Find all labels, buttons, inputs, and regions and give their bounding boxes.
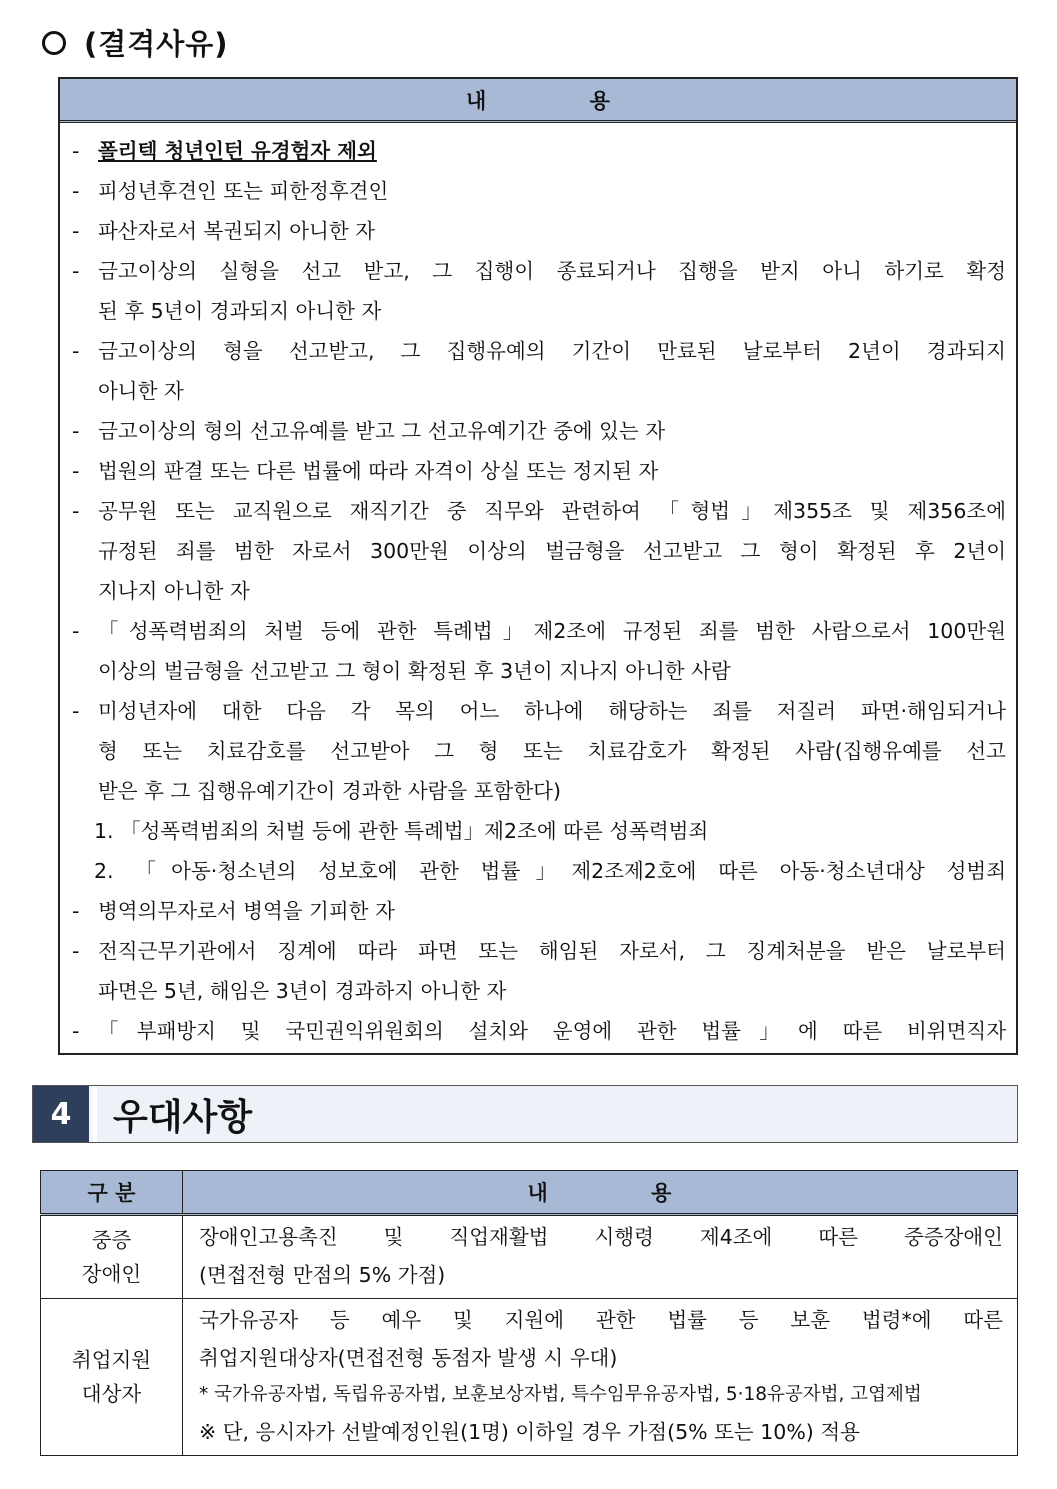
list-item-text: 형 또는 치료감호를 선고받아 그 형 또는 치료감호가 확정된 사람(집행유예를 선고: [98, 739, 1006, 763]
list-item-text: 법원의 판결 또는 다른 법률에 따라 자격이 상실 또는 정지된 자: [98, 459, 659, 483]
list-item: [72, 331, 1006, 371]
dash-bullet: -: [72, 939, 80, 963]
list-item-text: 지나지 아니한 자: [98, 579, 250, 603]
section-number: 4: [33, 1086, 89, 1142]
list-item: [72, 531, 1006, 571]
list-item-text: 「부패방지 및 국민권익위원회의 설치와 운영에 관한 법률」에 따른 비위면직자: [98, 1019, 1006, 1043]
list-item-text: 된 후 5년이 경과되지 아니한 자: [98, 299, 382, 323]
content-line: ※ 단, 응시자가 선발예정인원(1명) 이하일 경우 가점(5% 또는 10%) 적용: [199, 1420, 860, 1444]
dash-bullet: -: [72, 219, 80, 243]
content-cell: [183, 1299, 1018, 1456]
list-item-text: 병역의무자로서 병역을 기피한 자: [98, 899, 395, 923]
list-item: [72, 691, 1006, 731]
category-text: 취업지원: [71, 1348, 152, 1372]
content-line: (면접전형 만점의 5% 가점): [199, 1263, 446, 1287]
list-item-text: 1. 「성폭력범죄의 처벌 등에 관한 특례법」제2조에 따른 성폭력범죄: [94, 819, 709, 843]
list-item-text: 이상의 벌금형을 선고받고 그 형이 확정된 후 3년이 지나지 아니한 사람: [98, 659, 731, 683]
disqualification-box: [58, 77, 1018, 1055]
list-item: [72, 771, 1006, 811]
list-item: [72, 571, 1006, 611]
content-cell: [183, 1215, 1018, 1299]
content-line: 장애인고용촉진 및 직업재활법 시행령 제4조에 따른 중증장애인: [199, 1225, 1003, 1249]
list-item: [72, 971, 1006, 1011]
dash-bullet: -: [72, 1019, 80, 1043]
preference-table: [40, 1170, 1018, 1456]
list-item: [72, 211, 1006, 251]
list-item: [72, 371, 1006, 411]
circle-bullet-icon: [42, 31, 66, 55]
list-item-text: 공무원 또는 교직원으로 재직기간 중 직무와 관련하여 「형법」제355조 및 제356조에: [98, 499, 1006, 523]
list-item-text: 규정된 죄를 범한 자로서 300만원 이상의 벌금형을 선고받고 그 형이 확정된 후 2년이: [98, 539, 1006, 563]
content-line: 국가유공자 등 예우 및 지원에 관한 법률 등 보훈 법령*에 따른: [199, 1308, 1003, 1332]
list-item: [72, 451, 1006, 491]
list-item: [72, 1011, 1006, 1051]
col-header-category: 구 분: [41, 1171, 183, 1215]
list-item: [72, 491, 1006, 531]
dash-bullet: -: [72, 139, 80, 163]
section-banner: [32, 1085, 1018, 1143]
list-item-text: 금고이상의 실형을 선고 받고, 그 집행이 종료되거나 집행을 받지 아니 하기로 확정: [98, 259, 1006, 283]
list-item: [72, 291, 1006, 331]
list-item: [72, 891, 1006, 931]
section-title: 우대사항: [93, 1086, 1017, 1142]
table-row: [41, 1299, 1018, 1456]
list-item-text: 전직근무기관에서 징계에 따라 파면 또는 해임된 자로서, 그 징계처분을 받은 날로부터: [98, 939, 1006, 963]
list-item: [72, 611, 1006, 651]
list-item-text: 폴리텍 청년인턴 유경험자 제외: [98, 139, 377, 163]
list-item: [72, 931, 1006, 971]
heading-text: (결격사유): [84, 27, 229, 61]
table-row: [41, 1215, 1018, 1299]
list-item: [72, 171, 1006, 211]
box-header: 내 용: [60, 79, 1016, 123]
category-text: 대상자: [81, 1382, 142, 1406]
content-line: * 국가유공자법, 독립유공자법, 보훈보상자법, 특수임무유공자법, 5·18유공자법, 고엽제법: [199, 1384, 922, 1405]
category-cell: [41, 1299, 183, 1456]
list-item-text: 「성폭력범죄의 처벌 등에 관한 특례법」제2조에 규정된 죄를 범한 사람으로서 100만원: [98, 619, 1006, 643]
list-item-text: 받은 후 그 집행유예기간이 경과한 사람을 포함한다): [98, 779, 561, 803]
list-item-text: 2. 「아동·청소년의 성보호에 관한 법률」제2조제2호에 따른 아동·청소년대상 성범죄: [94, 859, 1006, 883]
content-line: 취업지원대상자(면접전형 동점자 발생 시 우대): [199, 1346, 618, 1370]
list-item-text: 피성년후견인 또는 피한정후견인: [98, 179, 389, 203]
col-header-content: 내 용: [183, 1171, 1018, 1215]
dash-bullet: -: [72, 419, 80, 443]
list-item: [72, 251, 1006, 291]
list-item-text: 아니한 자: [98, 379, 184, 403]
category-text: 중증: [91, 1228, 132, 1252]
disqualification-list: [60, 123, 1016, 1051]
list-item: [72, 731, 1006, 771]
list-item-text: 미성년자에 대한 다음 각 목의 어느 하나에 해당하는 죄를 저질러 파면·해임되거나: [98, 699, 1006, 723]
list-item-text: 금고이상의 형의 선고유예를 받고 그 선고유예기간 중에 있는 자: [98, 419, 666, 443]
dash-bullet: -: [72, 619, 80, 643]
list-item: [72, 651, 1006, 691]
list-item-text: 파면은 5년, 해임은 3년이 경과하지 아니한 자: [98, 979, 507, 1003]
list-item: [72, 411, 1006, 451]
category-cell: [41, 1215, 183, 1299]
list-item-text: 금고이상의 형을 선고받고, 그 집행유예의 기간이 만료된 날로부터 2년이 경과되지: [98, 339, 1006, 363]
dash-bullet: -: [72, 259, 80, 283]
list-item: [72, 851, 1006, 891]
dash-bullet: -: [72, 459, 80, 483]
dash-bullet: -: [72, 899, 80, 923]
dash-bullet: -: [72, 699, 80, 723]
dash-bullet: -: [72, 179, 80, 203]
dash-bullet: -: [72, 499, 80, 523]
list-item: [72, 131, 1006, 171]
section-heading: [42, 22, 229, 63]
list-item: [72, 811, 1006, 851]
dash-bullet: -: [72, 339, 80, 363]
category-text: 장애인: [81, 1262, 142, 1286]
list-item-text: 파산자로서 복권되지 아니한 자: [98, 219, 375, 243]
